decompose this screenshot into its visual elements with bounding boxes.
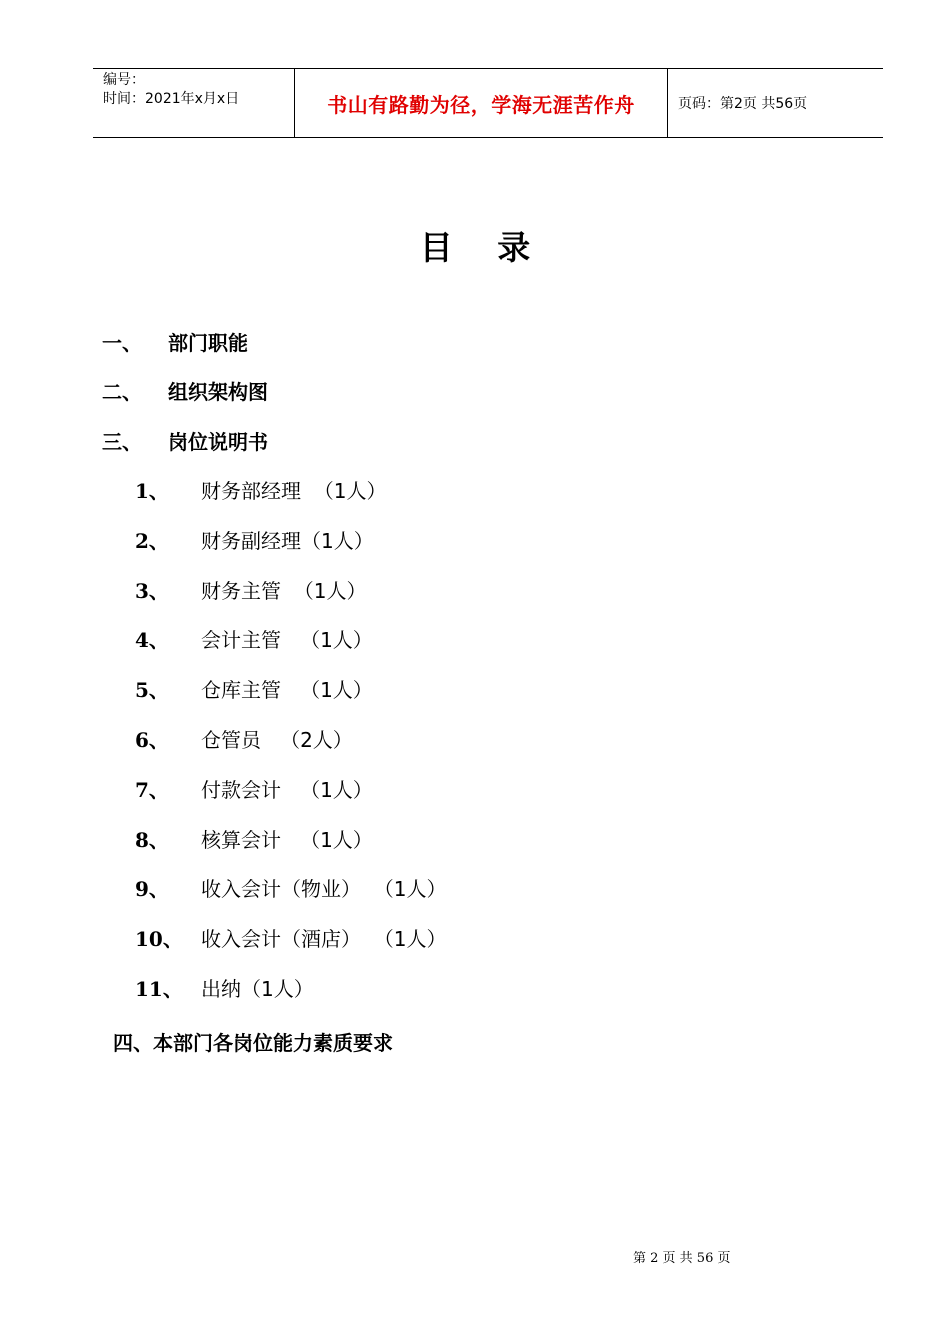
toc-position-title: 财务主管 （1人） [201,578,367,603]
toc-section-title: 组织架构图 [168,380,268,404]
toc-position-number: 3、 [135,578,169,603]
toc-position-title: 会计主管 （1人） [201,628,373,653]
toc-position-number: 5、 [135,678,169,703]
page-header [93,68,883,138]
toc-position-number: 7、 [135,777,169,802]
document-time-label: 时间：2021年x月x日 [103,91,240,107]
toc-position-title: 仓管员 （2人） [201,728,353,752]
toc-position-number: 10、 [135,927,183,952]
toc-position-number: 4、 [135,628,169,653]
toc-section-number: 二、 [102,380,142,404]
toc-position-title: 财务副经理（1人） [201,528,374,553]
header-page-info: 页码：第2页 共56页 [678,96,808,112]
toc-section-4: 四、本部门各岗位能力素质要求 [113,1031,393,1055]
toc-position-title: 收入会计（酒店） （1人） [201,927,447,952]
toc-position-title: 财务部经理 （1人） [201,479,387,503]
toc-position-number: 2、 [135,528,169,553]
page-footer: 第 2 页 共 56 页 [633,1251,731,1266]
toc-position-title: 核算会计 （1人） [201,827,373,852]
toc-position-title: 付款会计 （1人） [201,777,373,802]
document-number-label: 编号： [103,72,145,88]
toc-position-title: 出纳（1人） [201,977,314,1001]
toc-position-number: 1、 [135,479,169,503]
page-title: 目 录 [419,228,547,267]
header-meta-cell [93,69,295,137]
toc-section-number: 一、 [102,331,142,355]
header-motto: 书山有路勤为径，学海无涯苦作舟 [295,69,668,137]
toc-position-number: 8、 [135,827,169,852]
toc-position-number: 9、 [135,877,169,902]
toc-section-title: 岗位说明书 [168,430,268,454]
toc-position-title: 仓库主管 （1人） [201,678,373,703]
toc-position-number: 11、 [135,977,183,1001]
toc-position-title: 收入会计（物业） （1人） [201,877,447,902]
toc-position-number: 6、 [135,728,169,752]
toc-section-number: 三、 [102,430,142,454]
toc-section-title: 部门职能 [168,331,248,355]
